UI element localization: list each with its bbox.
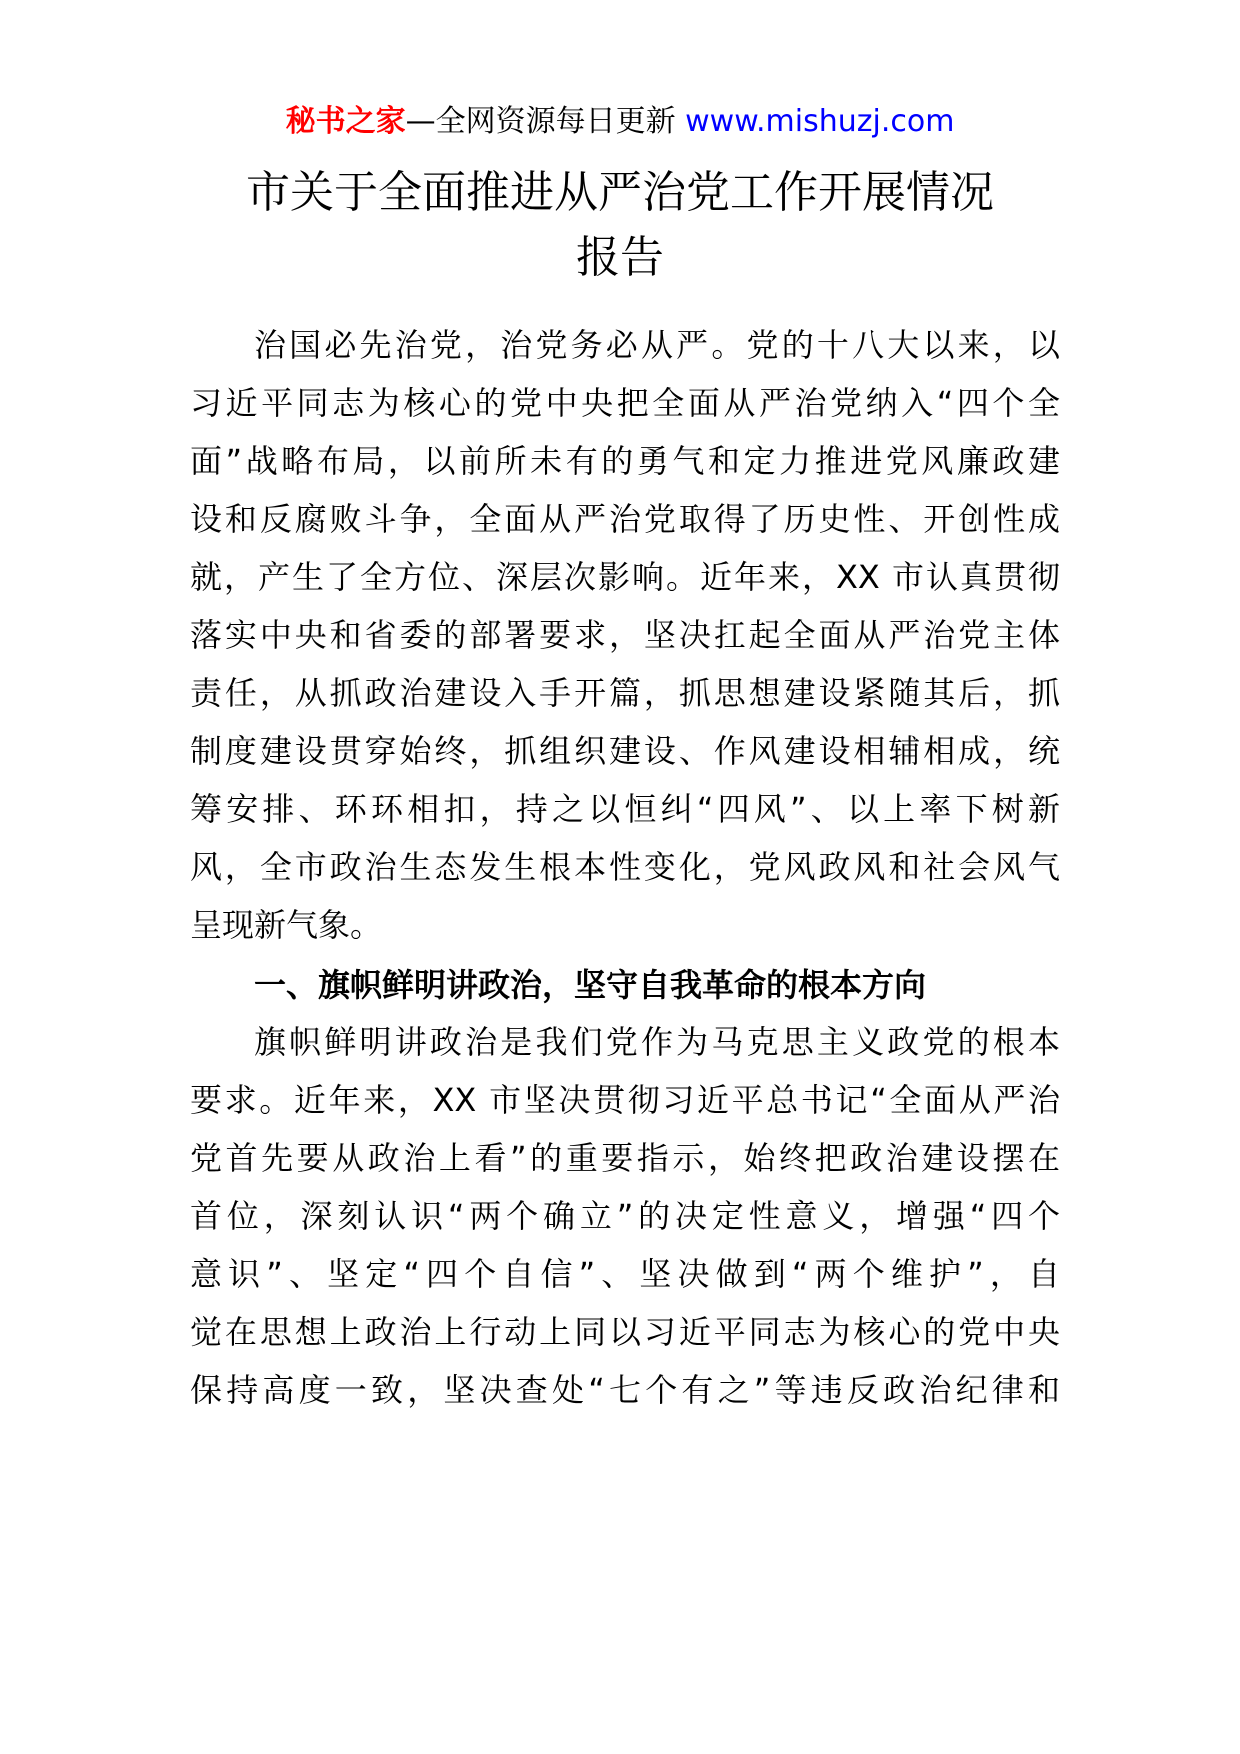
paragraph-line: 治国必先治党，治党务必从严。党的十八大以来，以 <box>254 326 1060 364</box>
paragraph-line: 呈现新气象。 <box>190 906 383 944</box>
paragraph-line: 筹安排、环环相扣，持之以恒纠“四风”、以上率下树新 <box>190 790 1060 828</box>
paragraph-line: 保持高度一致，坚决查处“七个有之”等违反政治纪律和 <box>190 1371 1060 1409</box>
paragraph-line: 觉在思想上政治上行动上同以习近平同志为核心的党中央 <box>190 1313 1060 1351</box>
paragraph-line: 风，全市政治生态发生根本性变化，党风政风和社会风气 <box>190 848 1060 886</box>
document-title-line-1: 市关于全面推进从严治党工作开展情况 <box>246 167 994 218</box>
paragraph-line: 党首先要从政治上看”的重要指示，始终把政治建设摆在 <box>190 1139 1060 1177</box>
paragraph-line: 就，产生了全方位、深层次影响。近年来，XX 市认真贯彻 <box>190 558 1060 596</box>
paragraph-line: 要求。近年来，XX 市坚决贯彻习近平总书记“全面从严治 <box>190 1081 1060 1119</box>
paragraph-line: 面”战略布局，以前所未有的勇气和定力推进党风廉政建 <box>190 442 1060 480</box>
paragraph-line: 旗帜鲜明讲政治是我们党作为马克思主义政党的根本 <box>254 1023 1060 1061</box>
site-brand: 秘书之家 <box>285 104 406 139</box>
paragraph-line: 制度建设贯穿始终，抓组织建设、作风建设相辅相成，统 <box>190 732 1060 770</box>
paragraph-line: 首位，深刻认识“两个确立”的决定性意义，增强“四个 <box>190 1197 1060 1235</box>
paragraph-line: 设和反腐败斗争，全面从严治党取得了历史性、开创性成 <box>190 500 1060 538</box>
site-url-link[interactable]: www.mishuzj.com <box>685 104 955 139</box>
site-header <box>0 100 1240 144</box>
paragraph-line: 落实中央和省委的部署要求，坚决扛起全面从严治党主体 <box>190 616 1060 654</box>
section-heading: 一、旗帜鲜明讲政治，坚守自我革命的根本方向 <box>254 966 927 1004</box>
site-tagline: —全网资源每日更新 <box>405 104 686 139</box>
paragraph-line: 习近平同志为核心的党中央把全面从严治党纳入“四个全 <box>190 384 1060 422</box>
document-title-line-2: 报告 <box>576 232 664 283</box>
paragraph-line: 意识”、坚定“四个自信”、坚决做到“两个维护”，自 <box>190 1255 1060 1293</box>
paragraph-line: 责任，从抓政治建设入手开篇，抓思想建设紧随其后，抓 <box>190 674 1060 712</box>
